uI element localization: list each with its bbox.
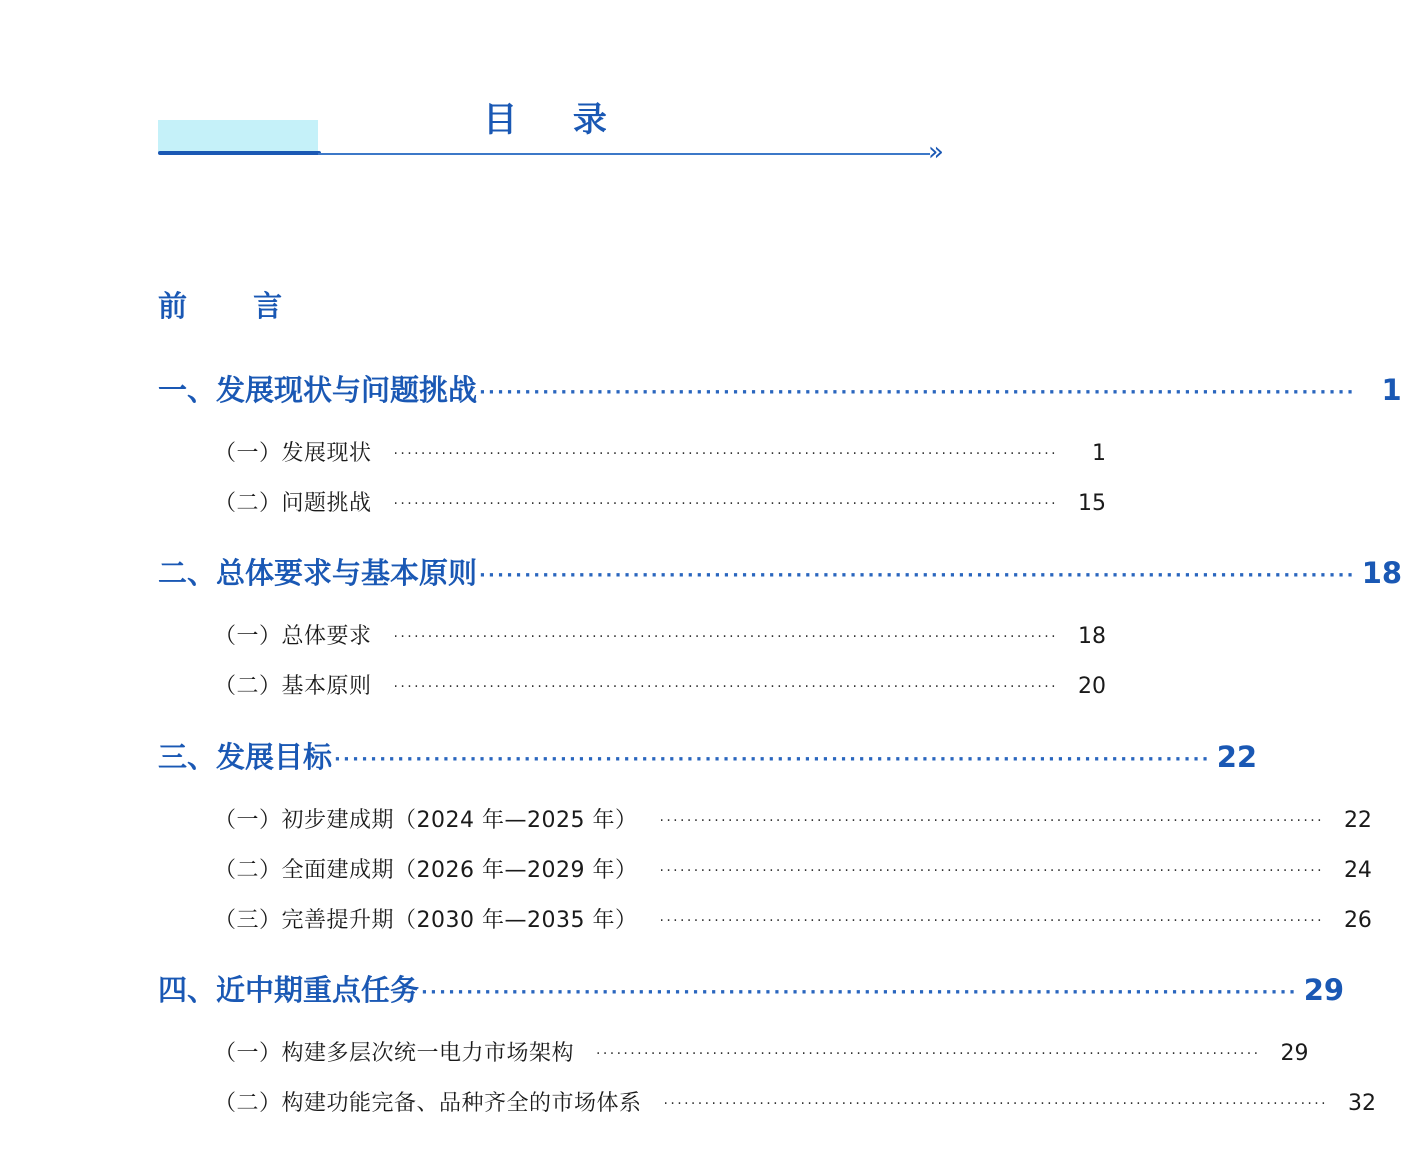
toc-chapter-page: 18: [1361, 556, 1402, 590]
toc-chapter-label: 一、发展现状与问题挑战: [158, 373, 478, 407]
toc-section-label: （一）总体要求: [214, 624, 372, 649]
toc-dot-leader: ·································································································: [393, 446, 1058, 462]
toc-section-page: 32: [1347, 1091, 1376, 1116]
toc-section-2-1[interactable]: [214, 622, 1106, 652]
toc-dot-leader: ·································································································: [393, 629, 1058, 645]
toc-dot-leader: ·································································································: [659, 813, 1324, 829]
toc-dot-leader: ·································································································: [479, 565, 1356, 586]
toc-chapter-page: 29: [1303, 973, 1345, 1007]
toc-section-page: 15: [1077, 491, 1106, 516]
toc-dot-leader: ·································································································: [393, 496, 1058, 512]
toc-chapter-2[interactable]: [158, 553, 1402, 593]
toc-chapter-page: 22: [1216, 740, 1258, 774]
toc-section-page: 29: [1280, 1041, 1309, 1066]
header-thin-rule: [318, 153, 930, 155]
header-accent-block: [158, 120, 318, 152]
toc-dot-leader: ·································································································: [334, 749, 1211, 770]
toc-section-1-1[interactable]: [214, 439, 1106, 469]
toc-section-label: （一）发展现状: [214, 441, 372, 466]
toc-dot-leader: ·································································································: [596, 1046, 1261, 1062]
toc-dot-leader: ·································································································: [421, 982, 1298, 1003]
header-thick-rule: [158, 151, 321, 155]
toc-section-label: （一）构建多层次统一电力市场架构: [214, 1041, 575, 1066]
toc-section-page: 24: [1343, 858, 1372, 883]
toc-chapter-1[interactable]: [158, 370, 1402, 410]
toc-section-label: （二）基本原则: [214, 674, 372, 699]
toc-chapter-label: 四、近中期重点任务: [158, 973, 420, 1007]
toc-section-3-2[interactable]: [214, 856, 1372, 886]
toc-section-3-3[interactable]: [214, 906, 1372, 936]
toc-section-page: 18: [1077, 624, 1106, 649]
toc-section-label: （二）问题挑战: [214, 491, 372, 516]
toc-section-3-1[interactable]: [214, 806, 1372, 836]
toc-chapter-3[interactable]: [158, 737, 1258, 777]
toc-section-4-2[interactable]: [214, 1089, 1376, 1119]
toc-section-4-1[interactable]: [214, 1039, 1309, 1069]
toc-section-label: （一）初步建成期（2024 年—2025 年）: [214, 808, 638, 833]
double-chevron-right-icon: »: [928, 137, 939, 167]
toc-chapter-label: 二、总体要求与基本原则: [158, 556, 478, 590]
toc-section-1-2[interactable]: [214, 489, 1106, 519]
toc-section-page: 26: [1343, 908, 1372, 933]
toc-section-2-2[interactable]: [214, 672, 1106, 702]
toc-dot-leader: ·································································································: [659, 863, 1324, 879]
toc-dot-leader: ·································································································: [479, 382, 1356, 403]
toc-chapter-4[interactable]: [158, 970, 1345, 1010]
toc-dot-leader: ·································································································: [663, 1096, 1328, 1112]
toc-section-page: 1: [1091, 441, 1106, 466]
toc-dot-leader: ·································································································: [393, 679, 1058, 695]
toc-section-label: （二）构建功能完备、品种齐全的市场体系: [214, 1091, 642, 1116]
toc-section-page: 20: [1077, 674, 1106, 699]
toc-chapter-label: 三、发展目标: [158, 740, 333, 774]
toc-section-page: 22: [1343, 808, 1372, 833]
toc-section-label: （二）全面建成期（2026 年—2029 年）: [214, 858, 638, 883]
toc-chapter-page: 1: [1381, 373, 1402, 407]
page-title: 目 录: [483, 100, 629, 140]
toc-section-label: （三）完善提升期（2030 年—2035 年）: [214, 908, 638, 933]
toc-dot-leader: ·································································································: [659, 913, 1324, 929]
toc-entry-preface[interactable]: 前 言: [158, 289, 311, 323]
